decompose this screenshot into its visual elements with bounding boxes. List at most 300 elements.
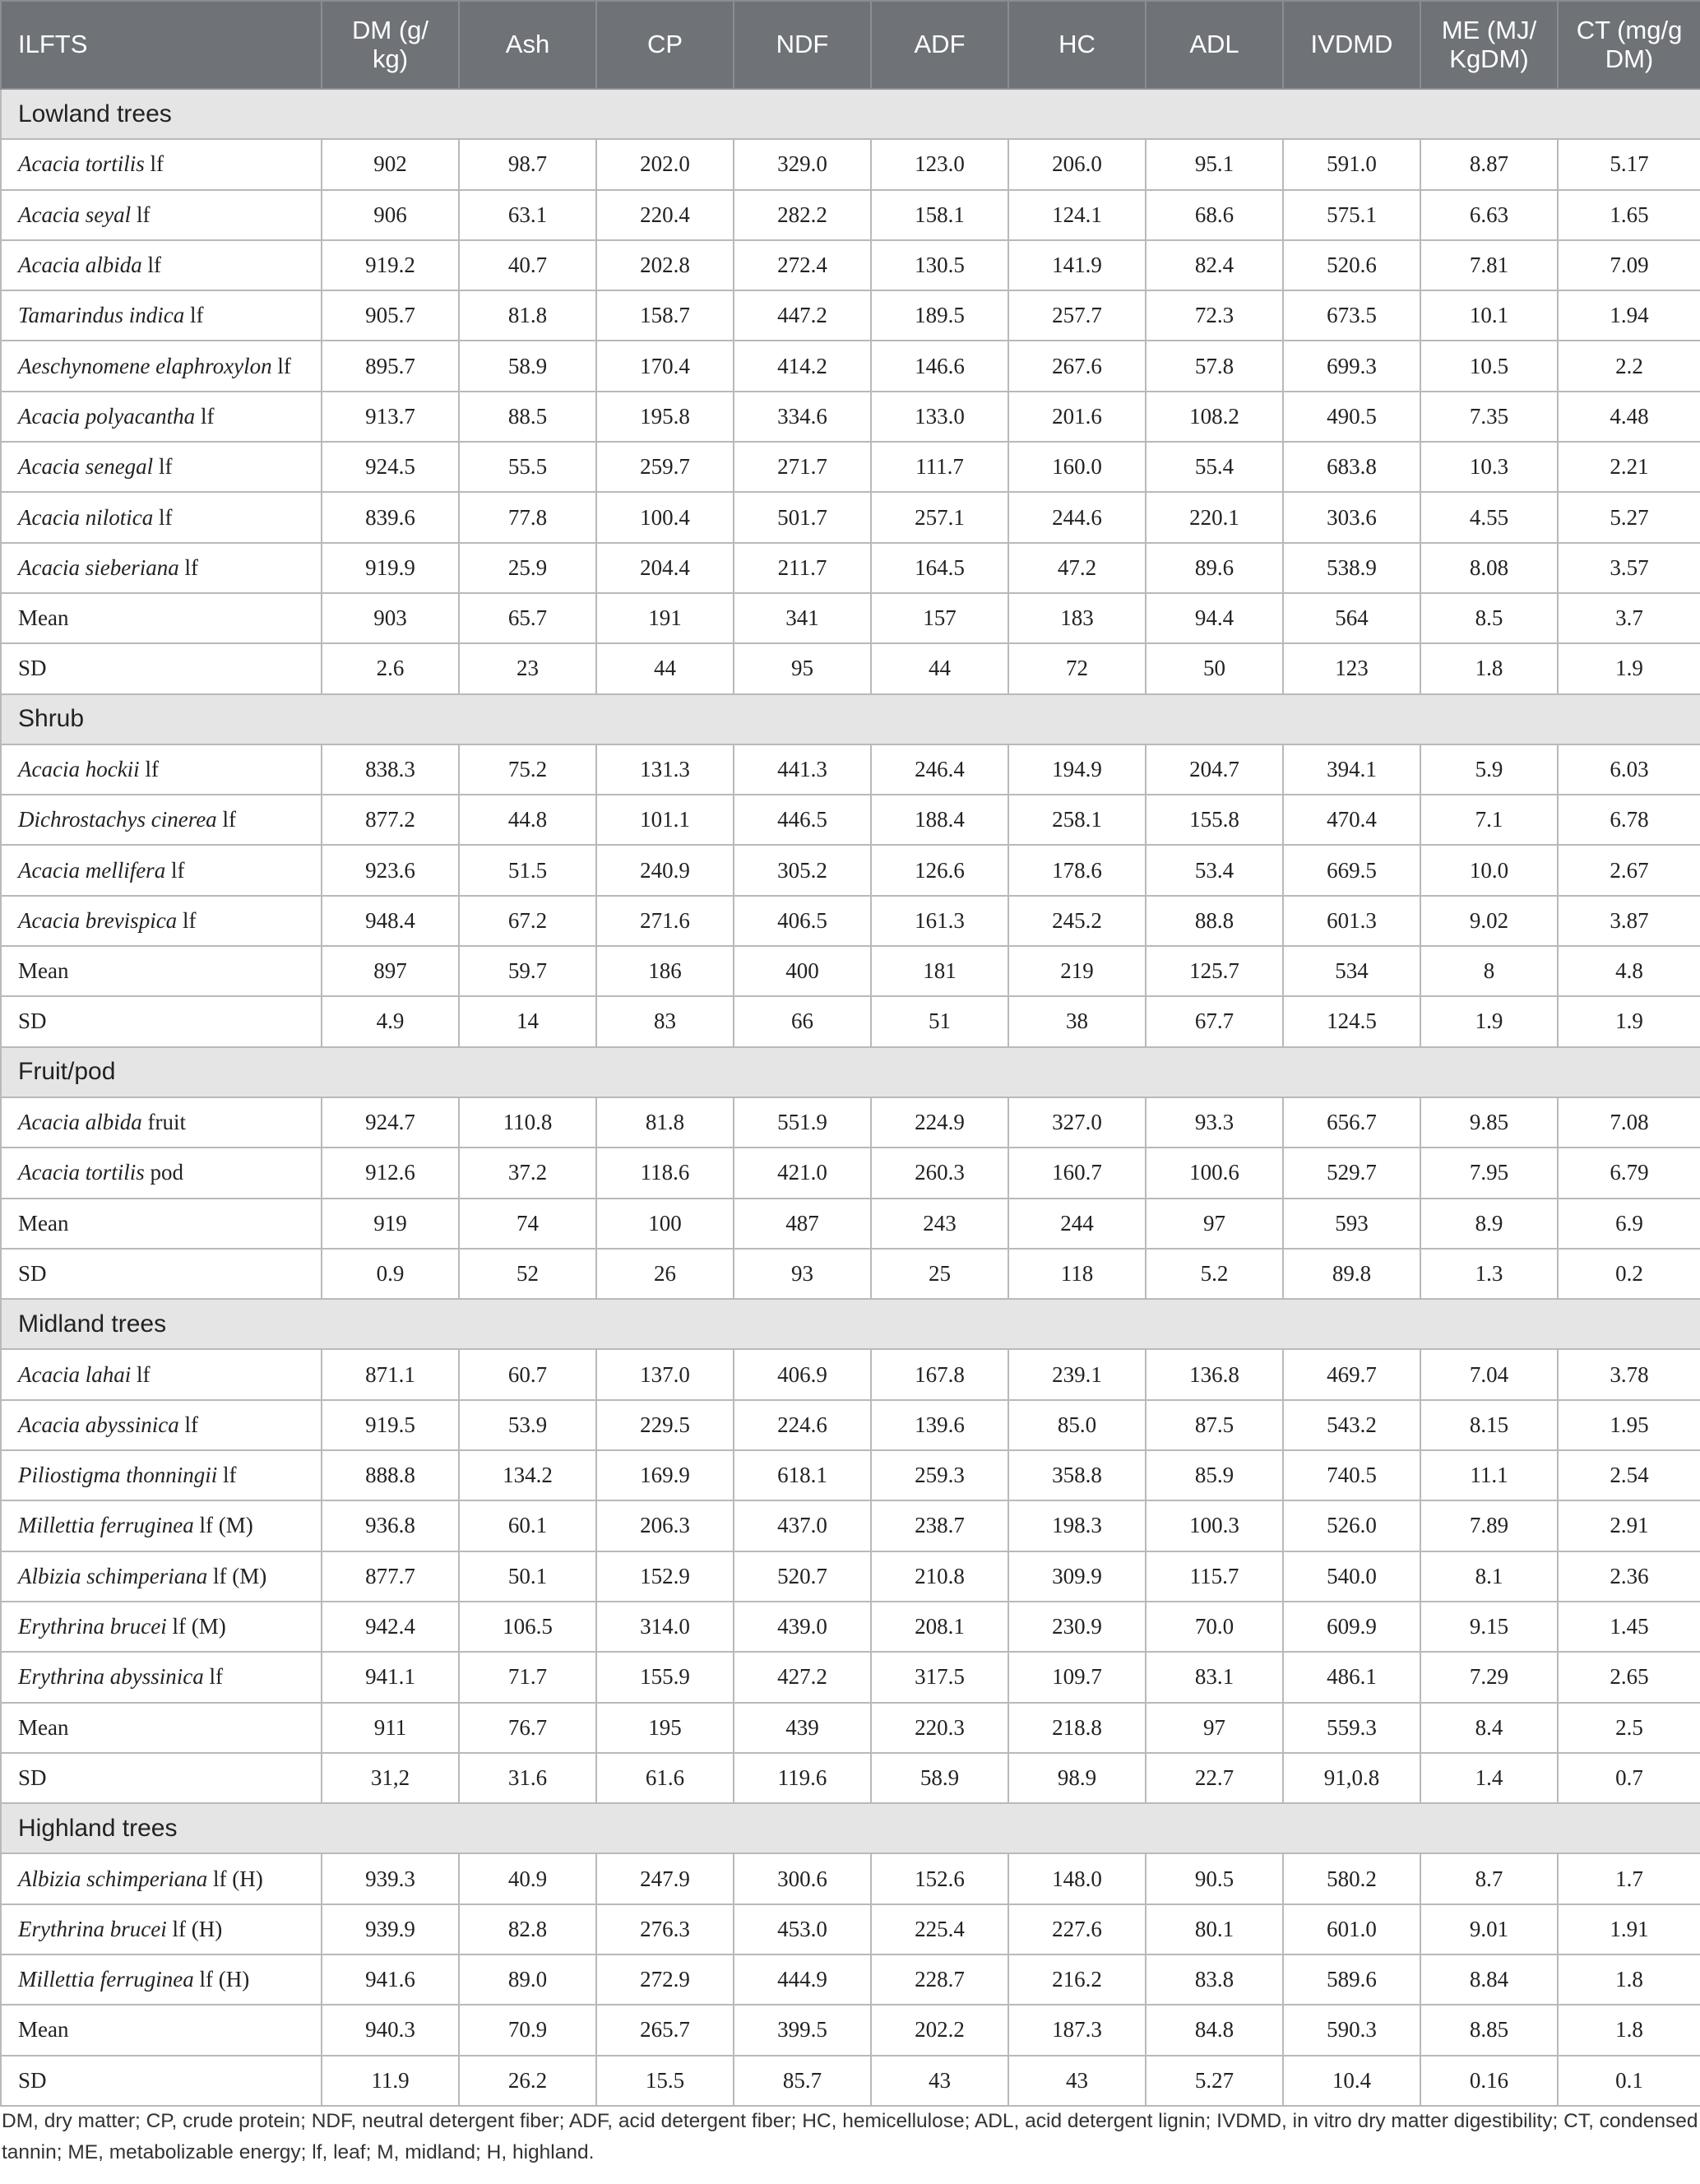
table-row	[1, 290, 1700, 341]
value-cell: 601.3	[1283, 896, 1420, 946]
value-cell: 9.15	[1420, 1602, 1558, 1652]
value-cell: 87.5	[1146, 1400, 1283, 1450]
value-cell: 6.9	[1558, 1199, 1700, 1249]
value-cell: 839.6	[322, 492, 459, 542]
value-cell: 4.9	[322, 996, 459, 1046]
species-name: Acacia hockii	[18, 757, 140, 781]
value-cell: 67.2	[459, 896, 596, 946]
value-cell: 90.5	[1146, 1853, 1283, 1903]
plant-part-label: lf	[217, 1463, 237, 1488]
value-cell: 74	[459, 1199, 596, 1249]
value-cell: 394.1	[1283, 744, 1420, 795]
value-cell: 65.7	[459, 593, 596, 643]
value-cell: 170.4	[596, 341, 734, 391]
table-row	[1, 1450, 1700, 1500]
species-name: Acacia tortilis	[18, 151, 145, 177]
value-cell: 130.5	[871, 240, 1008, 290]
value-cell: 8.87	[1420, 139, 1558, 189]
value-cell: 3.7	[1558, 593, 1700, 643]
value-cell: 406.5	[734, 896, 871, 946]
value-cell: 53.9	[459, 1400, 596, 1450]
value-cell: 699.3	[1283, 341, 1420, 391]
value-cell: 10.0	[1420, 845, 1558, 895]
value-cell: 469.7	[1283, 1349, 1420, 1399]
value-cell: 72.3	[1146, 290, 1283, 341]
value-cell: 60.1	[459, 1500, 596, 1551]
value-cell: 358.8	[1008, 1450, 1146, 1500]
column-header: CP	[596, 1, 734, 89]
value-cell: 37.2	[459, 1148, 596, 1198]
value-cell: 220.4	[596, 190, 734, 240]
value-cell: 208.1	[871, 1602, 1008, 1652]
section-title: Lowland trees	[1, 89, 1700, 139]
value-cell: 906	[322, 190, 459, 240]
value-cell: 897	[322, 946, 459, 996]
value-cell: 501.7	[734, 492, 871, 542]
value-cell: 309.9	[1008, 1551, 1146, 1602]
value-cell: 44	[596, 643, 734, 693]
value-cell: 68.6	[1146, 190, 1283, 240]
value-cell: 85.9	[1146, 1450, 1283, 1500]
value-cell: 669.5	[1283, 845, 1420, 895]
value-cell: 1.8	[1558, 2005, 1700, 2055]
value-cell: 8.4	[1420, 1703, 1558, 1753]
plant-part-label: lf	[195, 403, 215, 429]
value-cell: 589.6	[1283, 1954, 1420, 2005]
value-cell: 100.4	[596, 492, 734, 542]
species-name: Millettia ferruginea	[18, 1513, 194, 1538]
value-cell: 5.27	[1558, 492, 1700, 542]
value-cell: 7.1	[1420, 795, 1558, 845]
plant-part-label: lf	[271, 353, 291, 378]
value-cell: 111.7	[871, 442, 1008, 492]
value-cell: 593	[1283, 1199, 1420, 1249]
value-cell: 95	[734, 643, 871, 693]
value-cell: 211.7	[734, 543, 871, 593]
value-cell: 1.94	[1558, 290, 1700, 341]
value-cell: 219	[1008, 946, 1146, 996]
value-cell: 580.2	[1283, 1853, 1420, 1903]
species-cell	[1, 139, 322, 189]
value-cell: 98.7	[459, 139, 596, 189]
species-name: Acacia tortilis	[18, 1160, 145, 1185]
value-cell: 108.2	[1146, 392, 1283, 442]
value-cell: 7.29	[1420, 1652, 1558, 1702]
plant-part-label: lf	[131, 202, 151, 227]
value-cell: 924.5	[322, 442, 459, 492]
column-header: DM (g/ kg)	[322, 1, 459, 89]
value-cell: 247.9	[596, 1853, 734, 1903]
value-cell: 161.3	[871, 896, 1008, 946]
value-cell: 2.65	[1558, 1652, 1700, 1702]
value-cell: 1.7	[1558, 1853, 1700, 1903]
plant-part-label: lf	[131, 1361, 151, 1387]
table-footnote: DM, dry matter; CP, crude protein; NDF, neutral detergent fiber; ADF, acid detergent fiber; HC, hemicellulose; ADL, acid detergent lignin; IVDMD, in vitro dry matter digestibility; CT, condensed tannin; ME, metabolizable energy; lf, leaf; M, midland; H, highland.	[2, 2110, 1698, 2163]
section-title: Shrub	[1, 694, 1700, 744]
value-cell: 88.8	[1146, 896, 1283, 946]
value-cell: 2.5	[1558, 1703, 1700, 1753]
column-header: NDF	[734, 1, 871, 89]
value-cell: 538.9	[1283, 543, 1420, 593]
species-name: Acacia albida	[18, 253, 142, 278]
value-cell: 137.0	[596, 1349, 734, 1399]
value-cell: 940.3	[322, 2005, 459, 2055]
value-cell: 220.3	[871, 1703, 1008, 1753]
section-row	[1, 1803, 1700, 1853]
value-cell: 25	[871, 1249, 1008, 1299]
value-cell: 258.1	[1008, 795, 1146, 845]
value-cell: 183	[1008, 593, 1146, 643]
value-cell: 7.95	[1420, 1148, 1558, 1198]
value-cell: 895.7	[322, 341, 459, 391]
table-row	[1, 1904, 1700, 1954]
value-cell: 427.2	[734, 1652, 871, 1702]
value-cell: 124.1	[1008, 190, 1146, 240]
value-cell: 167.8	[871, 1349, 1008, 1399]
table-row	[1, 392, 1700, 442]
statistic-label: Mean	[18, 605, 69, 631]
value-cell: 178.6	[1008, 845, 1146, 895]
table-row	[1, 1500, 1700, 1551]
plant-part-label: lf	[141, 253, 161, 278]
value-cell: 204.7	[1146, 744, 1283, 795]
value-cell: 201.6	[1008, 392, 1146, 442]
value-cell: 71.7	[459, 1652, 596, 1702]
value-cell: 8.15	[1420, 1400, 1558, 1450]
value-cell: 158.1	[871, 190, 1008, 240]
summary-row	[1, 2005, 1700, 2055]
value-cell: 89.8	[1283, 1249, 1420, 1299]
value-cell: 101.1	[596, 795, 734, 845]
plant-part-label: lf (M)	[193, 1513, 253, 1538]
value-cell: 244	[1008, 1199, 1146, 1249]
plant-part-label: lf	[178, 1412, 198, 1437]
value-cell: 198.3	[1008, 1500, 1146, 1551]
value-cell: 58.9	[871, 1753, 1008, 1803]
value-cell: 877.2	[322, 795, 459, 845]
value-cell: 52	[459, 1249, 596, 1299]
value-cell: 126.6	[871, 845, 1008, 895]
value-cell: 329.0	[734, 139, 871, 189]
species-name: Albizia schimperiana	[18, 1866, 208, 1891]
column-header: CT (mg/g DM)	[1558, 1, 1700, 89]
value-cell: 4.55	[1420, 492, 1558, 542]
species-cell	[1, 643, 322, 693]
value-cell: 919.9	[322, 543, 459, 593]
value-cell: 67.7	[1146, 996, 1283, 1046]
table-row	[1, 1349, 1700, 1399]
value-cell: 8.9	[1420, 1199, 1558, 1249]
value-cell: 9.85	[1420, 1097, 1558, 1148]
value-cell: 282.2	[734, 190, 871, 240]
value-cell: 110.8	[459, 1097, 596, 1148]
value-cell: 3.78	[1558, 1349, 1700, 1399]
value-cell: 97	[1146, 1703, 1283, 1753]
value-cell: 188.4	[871, 795, 1008, 845]
table-row	[1, 139, 1700, 189]
value-cell: 2.21	[1558, 442, 1700, 492]
value-cell: 656.7	[1283, 1097, 1420, 1148]
value-cell: 740.5	[1283, 1450, 1420, 1500]
value-cell: 155.8	[1146, 795, 1283, 845]
value-cell: 77.8	[459, 492, 596, 542]
value-cell: 70.0	[1146, 1602, 1283, 1652]
value-cell: 8.1	[1420, 1551, 1558, 1602]
species-cell	[1, 1199, 322, 1249]
value-cell: 53.4	[1146, 845, 1283, 895]
plant-part-label: lf	[153, 454, 173, 480]
value-cell: 224.6	[734, 1400, 871, 1450]
value-cell: 89.6	[1146, 543, 1283, 593]
column-header: ADL	[1146, 1, 1283, 89]
value-cell: 919	[322, 1199, 459, 1249]
plant-part-label: lf (H)	[207, 1866, 263, 1891]
value-cell: 160.0	[1008, 442, 1146, 492]
table-row	[1, 442, 1700, 492]
value-cell: 158.7	[596, 290, 734, 341]
species-cell	[1, 795, 322, 845]
value-cell: 97	[1146, 1199, 1283, 1249]
value-cell: 470.4	[1283, 795, 1420, 845]
value-cell: 202.8	[596, 240, 734, 290]
value-cell: 164.5	[871, 543, 1008, 593]
value-cell: 526.0	[1283, 1500, 1420, 1551]
value-cell: 66	[734, 996, 871, 1046]
value-cell: 76.7	[459, 1703, 596, 1753]
value-cell: 220.1	[1146, 492, 1283, 542]
species-cell	[1, 1853, 322, 1903]
value-cell: 902	[322, 139, 459, 189]
value-cell: 8.7	[1420, 1853, 1558, 1903]
value-cell: 100.6	[1146, 1148, 1283, 1198]
value-cell: 941.1	[322, 1652, 459, 1702]
value-cell: 2.54	[1558, 1450, 1700, 1500]
value-cell: 3.87	[1558, 896, 1700, 946]
species-name: Acacia senegal	[18, 454, 154, 480]
species-name: Tamarindus indica	[18, 303, 185, 328]
value-cell: 888.8	[322, 1450, 459, 1500]
value-cell: 1.8	[1420, 643, 1558, 693]
plant-part-label: lf (H)	[166, 1916, 223, 1941]
value-cell: 118.6	[596, 1148, 734, 1198]
value-cell: 903	[322, 593, 459, 643]
value-cell: 136.8	[1146, 1349, 1283, 1399]
value-cell: 227.6	[1008, 1904, 1146, 1954]
section-row	[1, 89, 1700, 139]
value-cell: 82.8	[459, 1904, 596, 1954]
section-row	[1, 694, 1700, 744]
value-cell: 83	[596, 996, 734, 1046]
value-cell: 82.4	[1146, 240, 1283, 290]
species-cell	[1, 1400, 322, 1450]
value-cell: 31,2	[322, 1753, 459, 1803]
species-cell	[1, 1249, 322, 1299]
table-header	[1, 1, 1700, 89]
value-cell: 453.0	[734, 1904, 871, 1954]
value-cell: 195.8	[596, 392, 734, 442]
value-cell: 10.5	[1420, 341, 1558, 391]
value-cell: 43	[871, 2056, 1008, 2106]
value-cell: 267.6	[1008, 341, 1146, 391]
species-name: Dichrostachys cinerea	[18, 807, 217, 832]
value-cell: 948.4	[322, 896, 459, 946]
value-cell: 15.5	[596, 2056, 734, 2106]
value-cell: 50.1	[459, 1551, 596, 1602]
species-name: Albizia schimperiana	[18, 1563, 208, 1588]
species-name: Acacia brevispica	[18, 907, 178, 933]
value-cell: 81.8	[459, 290, 596, 341]
value-cell: 601.0	[1283, 1904, 1420, 1954]
value-cell: 229.5	[596, 1400, 734, 1450]
value-cell: 2.2	[1558, 341, 1700, 391]
value-cell: 591.0	[1283, 139, 1420, 189]
species-name: Acacia mellifera	[18, 857, 166, 883]
species-cell	[1, 190, 322, 240]
value-cell: 25.9	[459, 543, 596, 593]
value-cell: 334.6	[734, 392, 871, 442]
summary-row	[1, 1249, 1700, 1299]
table-row	[1, 1652, 1700, 1702]
species-cell	[1, 341, 322, 391]
value-cell: 194.9	[1008, 744, 1146, 795]
value-cell: 61.6	[596, 1753, 734, 1803]
value-cell: 246.4	[871, 744, 1008, 795]
table-row	[1, 1602, 1700, 1652]
species-cell	[1, 492, 322, 542]
value-cell: 2.91	[1558, 1500, 1700, 1551]
value-cell: 265.7	[596, 2005, 734, 2055]
value-cell: 487	[734, 1199, 871, 1249]
value-cell: 31.6	[459, 1753, 596, 1803]
value-cell: 399.5	[734, 2005, 871, 2055]
species-cell	[1, 442, 322, 492]
value-cell: 303.6	[1283, 492, 1420, 542]
value-cell: 7.35	[1420, 392, 1558, 442]
species-cell	[1, 896, 322, 946]
table-row	[1, 1853, 1700, 1903]
value-cell: 8.84	[1420, 1954, 1558, 2005]
value-cell: 230.9	[1008, 1602, 1146, 1652]
table-row	[1, 240, 1700, 290]
value-cell: 4.48	[1558, 392, 1700, 442]
value-cell: 202.2	[871, 2005, 1008, 2055]
value-cell: 81.8	[596, 1097, 734, 1148]
value-cell: 47.2	[1008, 543, 1146, 593]
value-cell: 317.5	[871, 1652, 1008, 1702]
value-cell: 72	[1008, 643, 1146, 693]
value-cell: 22.7	[1146, 1753, 1283, 1803]
value-cell: 259.3	[871, 1450, 1008, 1500]
species-name: Erythrina brucei	[18, 1916, 167, 1941]
value-cell: 133.0	[871, 392, 1008, 442]
value-cell: 257.1	[871, 492, 1008, 542]
value-cell: 26.2	[459, 2056, 596, 2106]
value-cell: 11.1	[1420, 1450, 1558, 1500]
value-cell: 123	[1283, 643, 1420, 693]
value-cell: 125.7	[1146, 946, 1283, 996]
value-cell: 439.0	[734, 1602, 871, 1652]
species-cell	[1, 1703, 322, 1753]
value-cell: 187.3	[1008, 2005, 1146, 2055]
value-cell: 905.7	[322, 290, 459, 341]
value-cell: 838.3	[322, 744, 459, 795]
value-cell: 939.9	[322, 1904, 459, 1954]
statistic-label: Mean	[18, 958, 69, 984]
species-cell	[1, 1097, 322, 1148]
value-cell: 106.5	[459, 1602, 596, 1652]
species-cell	[1, 996, 322, 1046]
summary-row	[1, 593, 1700, 643]
value-cell: 0.16	[1420, 2056, 1558, 2106]
value-cell: 446.5	[734, 795, 871, 845]
value-cell: 228.7	[871, 1954, 1008, 2005]
value-cell: 609.9	[1283, 1602, 1420, 1652]
value-cell: 1.45	[1558, 1602, 1700, 1652]
value-cell: 327.0	[1008, 1097, 1146, 1148]
value-cell: 259.7	[596, 442, 734, 492]
value-cell: 564	[1283, 593, 1420, 643]
value-cell: 148.0	[1008, 1853, 1146, 1903]
table-row	[1, 1097, 1700, 1148]
value-cell: 10.4	[1283, 2056, 1420, 2106]
value-cell: 7.09	[1558, 240, 1700, 290]
value-cell: 8.85	[1420, 2005, 1558, 2055]
value-cell: 152.6	[871, 1853, 1008, 1903]
value-cell: 124.5	[1283, 996, 1420, 1046]
statistic-label: SD	[18, 1260, 47, 1286]
species-cell	[1, 2005, 322, 2055]
value-cell: 204.4	[596, 543, 734, 593]
statistic-label: Mean	[18, 1210, 69, 1236]
value-cell: 6.03	[1558, 744, 1700, 795]
summary-row	[1, 1753, 1700, 1803]
species-cell	[1, 1450, 322, 1500]
statistic-label: SD	[18, 2067, 47, 2093]
species-cell	[1, 2056, 322, 2106]
value-cell: 134.2	[459, 1450, 596, 1500]
value-cell: 38	[1008, 996, 1146, 1046]
plant-part-label: lf	[203, 1664, 223, 1690]
value-cell: 1.9	[1420, 996, 1558, 1046]
species-name: Erythrina abyssinica	[18, 1664, 204, 1690]
value-cell: 673.5	[1283, 290, 1420, 341]
table-row	[1, 1954, 1700, 2005]
species-cell	[1, 1652, 322, 1702]
column-header: IVDMD	[1283, 1, 1420, 89]
value-cell: 93	[734, 1249, 871, 1299]
value-cell: 63.1	[459, 190, 596, 240]
value-cell: 520.7	[734, 1551, 871, 1602]
species-cell	[1, 744, 322, 795]
value-cell: 486.1	[1283, 1652, 1420, 1702]
value-cell: 141.9	[1008, 240, 1146, 290]
section-title: Fruit/pod	[1, 1047, 1700, 1097]
value-cell: 84.8	[1146, 2005, 1283, 2055]
plant-part-label: lf	[216, 807, 236, 832]
value-cell: 272.4	[734, 240, 871, 290]
value-cell: 44.8	[459, 795, 596, 845]
value-cell: 11.9	[322, 2056, 459, 2106]
value-cell: 5.17	[1558, 139, 1700, 189]
value-cell: 95.1	[1146, 139, 1283, 189]
value-cell: 1.95	[1558, 1400, 1700, 1450]
column-header: Ash	[459, 1, 596, 89]
species-cell	[1, 1602, 322, 1652]
value-cell: 44	[871, 643, 1008, 693]
table-row	[1, 1148, 1700, 1198]
statistic-label: SD	[18, 1764, 47, 1790]
value-cell: 55.5	[459, 442, 596, 492]
